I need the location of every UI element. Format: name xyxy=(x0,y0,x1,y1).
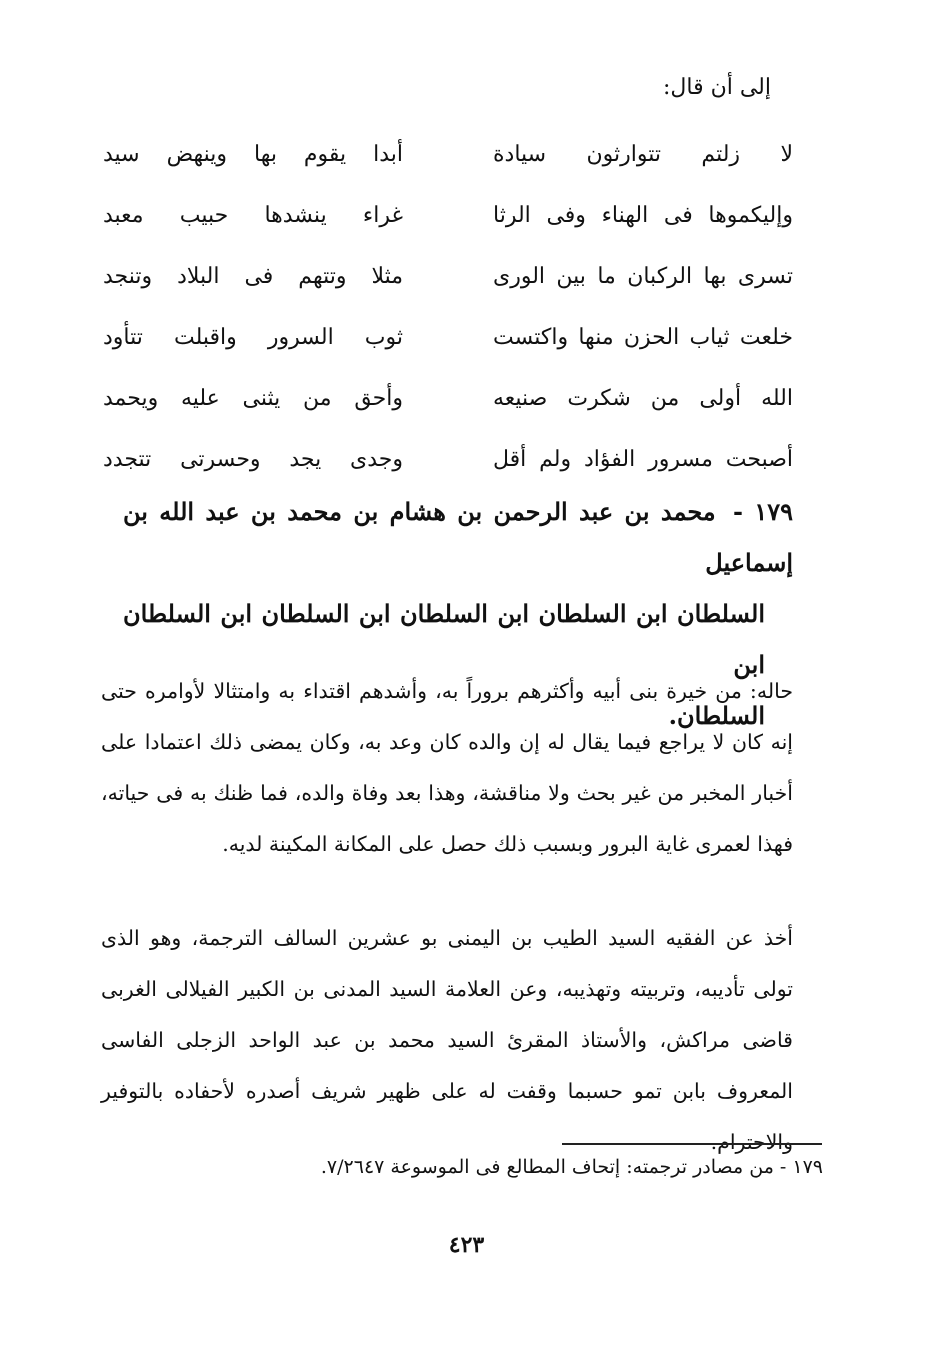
verse-3-first-hemistich: تسرى بها الركبان ما بين الورى xyxy=(493,264,793,289)
paragraph-character: حاله: من خيرة بنى أبيه وأكثرهم بروراً به، وأشدهم اقتداء به وامتثالا لأوامره حتى إنه كان لا يراجع فيما يقال له إن والده كان وعد به، وكان يمضى ذلك اعتمادا على أخبار المخبر من غير بحث ولا مناقشة، وهذا بعد وفاة والده، فما ظنك به فى حياته، فهذا لعمرى غاية البرور وبسبب ذلك حصل على المكانة المكينة لديه. xyxy=(101,678,793,856)
verse-1-first-hemistich: لا زلتم تتوارثون سيادة xyxy=(493,142,793,167)
verse-2 xyxy=(103,185,793,246)
verse-5-first-hemistich: الله أولى من شكرت صنيعه xyxy=(493,386,793,411)
verse-4-second-hemistich: ثوب السرور واقبلت تتأود xyxy=(103,325,403,350)
page-number: ٤٢٣ xyxy=(448,1232,485,1258)
entry-heading-line-1: محمد بن عبد الرحمن بن هشام بن محمد بن عبد الله بن إسماعيل xyxy=(123,497,793,577)
poem xyxy=(103,124,793,490)
entry-heading-line-2: السلطان ابن السلطان ابن السلطان ابن السلطان ابن السلطان ابن xyxy=(123,599,765,679)
verse-2-first-hemistich: وإليكموها فى الهناء وفى الرثا xyxy=(493,203,793,228)
verse-5 xyxy=(103,368,793,429)
verse-6-first-hemistich: أصبحت مسرور الفؤاد ولم أقل xyxy=(493,447,793,472)
paragraph-teachers: أخذ عن الفقيه السيد الطيب بن اليمنى بو عشرين السالف الترجمة، وهو الذى تولى تأديبه، وتربيته وتهذيبه، وعن العلامة السيد المدنى بن الكبير الفيلالى الغربى قاضى مراكش، والأستاذ المقرئ السيد محمد بن عبد الواحد الزجلى الفاسى المعروف بابن تمو حسبما وقفت له على ظهير شريف أصدره لأحفاده بالتوفير والاحترام. xyxy=(101,925,793,1154)
verse-3 xyxy=(103,246,793,307)
verse-6-second-hemistich: وجدى يجد وحسرتى تتجدد xyxy=(103,447,403,472)
footnote: ١٧٩ - من مصادر ترجمته: إتحاف المطالع فى الموسوعة ٧/٢٦٤٧. xyxy=(320,1156,823,1178)
verse-6 xyxy=(103,429,793,490)
verse-1-second-hemistich: أبدا يقوم بها وينهض سيد xyxy=(103,142,403,167)
intro-line: إلى أن قال: xyxy=(662,75,771,100)
verse-2-second-hemistich: غراء ينشدها حبيب معبد xyxy=(103,203,403,228)
footnote-divider xyxy=(562,1143,822,1145)
verse-5-second-hemistich: وأحق من يثنى عليه ويحمد xyxy=(103,386,403,411)
entry-heading-line-3: السلطان. xyxy=(668,701,765,730)
verse-4-first-hemistich: خلعت ثياب الحزن منها واكتست xyxy=(493,325,793,350)
verse-4 xyxy=(103,307,793,368)
verse-1 xyxy=(103,124,793,185)
verse-3-second-hemistich: مثلا وتتهم فى البلاد وتنجد xyxy=(103,264,403,289)
entry-number: ١٧٩ - xyxy=(733,497,793,526)
